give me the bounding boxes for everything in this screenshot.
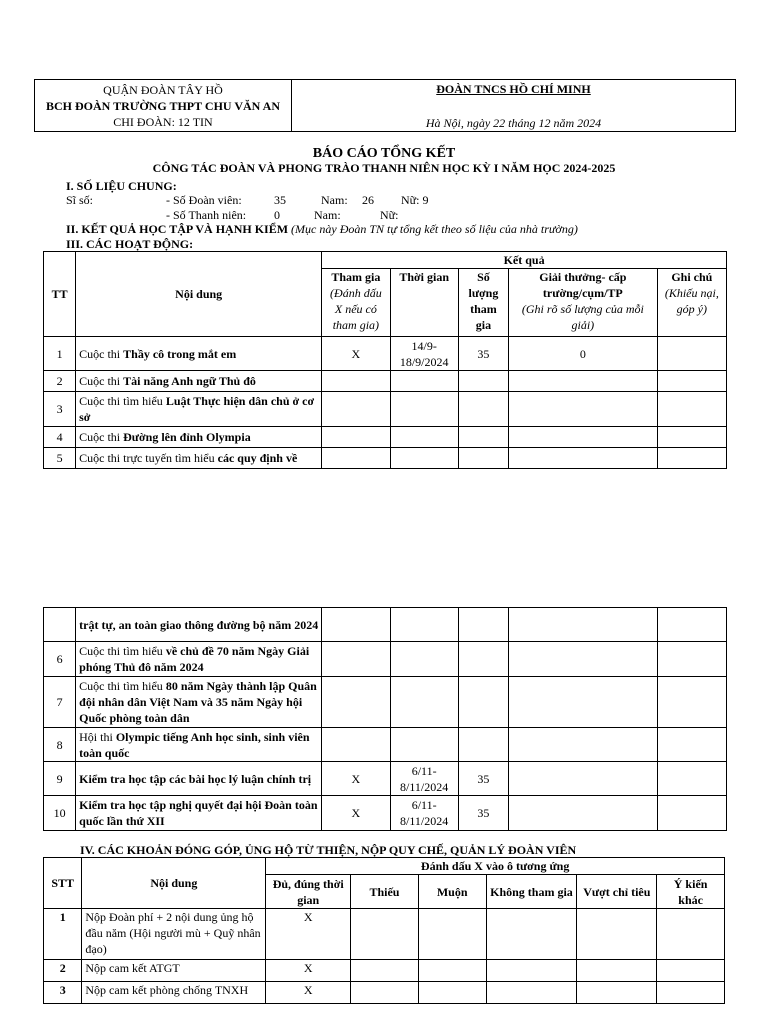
contributions-rows xyxy=(44,909,725,1004)
row-content xyxy=(76,677,322,728)
report-date: Hà Nội, ngày 22 tháng 12 năm 2024 xyxy=(425,116,602,130)
row-note xyxy=(657,448,726,469)
row-join xyxy=(322,728,390,762)
row-content xyxy=(76,728,322,762)
row-count xyxy=(458,642,508,677)
row-content-title: Tài năng Anh ngữ Thủ đô xyxy=(123,374,256,388)
row-note xyxy=(657,608,726,642)
row-content: Nộp Đoàn phí + 2 nội dung ủng hộ đầu năm (Hội người mù + Quỹ nhân đạo) xyxy=(82,909,266,960)
row-note xyxy=(657,371,726,392)
row-award: 0 xyxy=(509,337,658,371)
col-note: Ghi chú (Khiếu nại, góp ý) xyxy=(657,269,726,337)
row-content: Nộp cam kết phòng chống TNXH xyxy=(82,982,266,1004)
row-content-prefix: Cuộc thi xyxy=(79,346,124,361)
row-tt xyxy=(44,608,76,642)
table-row xyxy=(44,427,727,448)
activities-table-continued xyxy=(43,607,727,831)
row-tt: 7 xyxy=(44,677,76,728)
row-time xyxy=(390,427,458,448)
row-time xyxy=(390,728,458,762)
row-content-title: Kiểm tra học tập các bài học lý luận chính trị xyxy=(79,771,312,786)
nu-label: Nữ: 9 xyxy=(401,193,429,207)
row-time xyxy=(390,677,458,728)
row-stt: 1 xyxy=(44,909,82,960)
row-content-title: Thầy cô trong mắt em xyxy=(123,346,237,361)
col-count: Số lượng tham gia xyxy=(458,269,508,337)
row-over xyxy=(577,909,657,960)
row-content-title: Olympic tiếng Anh học sinh, sinh viên toàn quốc xyxy=(79,729,310,760)
row-tt: 1 xyxy=(44,337,76,371)
row-note xyxy=(657,337,726,371)
table-row xyxy=(44,608,727,642)
row-note xyxy=(657,762,726,796)
table-row xyxy=(44,728,727,762)
row-time: 6/11-8/11/2024 xyxy=(390,762,458,796)
row-award xyxy=(509,371,658,392)
row-count xyxy=(458,371,508,392)
row-content xyxy=(76,796,322,831)
row-absent xyxy=(486,909,577,960)
row-content xyxy=(76,371,322,392)
section2-heading-line xyxy=(66,222,578,236)
row-time xyxy=(390,608,458,642)
activities-table xyxy=(43,251,727,469)
section2-note: (Mục này Đoàn TN tự tổng kết theo số liệu của nhà trường) xyxy=(291,222,578,236)
table-row xyxy=(44,392,727,427)
row-join xyxy=(322,642,390,677)
row-tt: 6 xyxy=(44,642,76,677)
col-stt: STT xyxy=(44,858,82,909)
col-result: Kết quả xyxy=(322,252,727,269)
row-other xyxy=(657,909,725,960)
row-tt: 2 xyxy=(44,371,76,392)
row-content-title: các quy định về xyxy=(217,451,298,465)
row-count: 35 xyxy=(458,762,508,796)
col-lack: Thiếu xyxy=(351,875,419,909)
contributions-table xyxy=(43,857,725,1004)
school-committee: BCH ĐOÀN TRƯỜNG THPT CHU VĂN AN xyxy=(45,98,281,113)
row-time xyxy=(390,448,458,469)
header-left xyxy=(35,80,292,132)
table-row xyxy=(44,796,727,831)
row-late xyxy=(418,960,486,982)
row-tt: 10 xyxy=(44,796,76,831)
nam2-label: Nam: xyxy=(314,208,341,222)
row-over xyxy=(577,982,657,1004)
row-count xyxy=(458,677,508,728)
row-join xyxy=(322,371,390,392)
row-award xyxy=(509,796,658,831)
row-note xyxy=(657,642,726,677)
row-join xyxy=(322,448,390,469)
row-stt: 2 xyxy=(44,960,82,982)
row-content-prefix: Cuộc thi tìm hiểu xyxy=(79,394,166,408)
row-award xyxy=(509,728,658,762)
table-row xyxy=(44,448,727,469)
row-award xyxy=(509,427,658,448)
col-content: Nội dung xyxy=(76,252,322,337)
row-ok: X xyxy=(266,909,351,960)
col-absent: Không tham gia xyxy=(486,875,577,909)
row-absent xyxy=(486,982,577,1004)
thanh-nien-label: - Số Thanh niên: xyxy=(166,208,247,222)
doan-vien-value: 35 xyxy=(274,193,286,207)
col-tt: TT xyxy=(44,252,76,337)
report-title: BÁO CÁO TỔNG KẾT xyxy=(312,146,456,161)
row-content-prefix: Cuộc thi trực tuyến tìm hiểu xyxy=(79,451,218,465)
row-time xyxy=(390,371,458,392)
row-join xyxy=(322,427,390,448)
table-row xyxy=(44,642,727,677)
table-row xyxy=(44,960,725,982)
row-join: X xyxy=(322,762,390,796)
section2-heading: II. KẾT QUẢ HỌC TẬP VÀ HẠNH KIỂM xyxy=(66,222,289,236)
row-tt: 9 xyxy=(44,762,76,796)
section4-heading: IV. CÁC KHOẢN ĐÓNG GÓP, ỦNG HỘ TỪ THIỆN, NỘP QUY CHẾ, QUẢN LÝ ĐOÀN VIÊN xyxy=(80,843,577,857)
col-ok: Đủ, đúng thời gian xyxy=(266,875,351,909)
activities-rows-page2 xyxy=(44,608,727,831)
row-time xyxy=(390,392,458,427)
doan-vien-label: - Số Đoàn viên: xyxy=(166,193,242,207)
row-count xyxy=(458,427,508,448)
row-other xyxy=(657,960,725,982)
row-count xyxy=(458,608,508,642)
row-content xyxy=(76,392,322,427)
table-row xyxy=(44,909,725,960)
col-late: Muộn xyxy=(418,875,486,909)
row-note xyxy=(657,796,726,831)
row-note xyxy=(657,427,726,448)
table-row xyxy=(44,982,725,1004)
row-note xyxy=(657,677,726,728)
row-content-prefix: Cuộc thi xyxy=(79,374,124,388)
row-lack xyxy=(351,982,419,1004)
row-join xyxy=(322,677,390,728)
row-content-title: Luật Thực hiện dân chủ ở cơ sở xyxy=(79,394,315,424)
nam-label: Nam: xyxy=(321,193,348,207)
row-ok: X xyxy=(266,960,351,982)
row-content-title: Đường lên đỉnh Olympia xyxy=(123,430,251,444)
union-name: ĐOÀN TNCS HỒ CHÍ MINH xyxy=(436,82,591,96)
row-late xyxy=(418,982,486,1004)
row-join xyxy=(322,608,390,642)
table-row xyxy=(44,762,727,796)
col-over: Vượt chỉ tiêu xyxy=(577,875,657,909)
nam-value: 26 xyxy=(362,193,374,207)
si-so-label: Sĩ số: xyxy=(66,193,94,207)
table-row xyxy=(44,337,727,371)
branch-name: CHI ĐOÀN: 12 TIN xyxy=(113,114,213,129)
row-ok: X xyxy=(266,982,351,1004)
table-row xyxy=(44,371,727,392)
activities-rows-page1 xyxy=(44,337,727,469)
row-content-title: về chủ đề 70 năm Ngày Giải phóng Thủ đô năm 2024 xyxy=(79,644,310,674)
stats-row-1 xyxy=(66,193,429,207)
row-content-prefix: Cuộc thi tìm hiểu xyxy=(79,644,166,658)
row-tt: 5 xyxy=(44,448,76,469)
col-other: Ý kiến khác xyxy=(657,875,725,909)
row-time: 6/11-8/11/2024 xyxy=(390,796,458,831)
row-count xyxy=(458,448,508,469)
row-content-title: trật tự, an toàn giao thông đường bộ năm 2024 xyxy=(79,617,319,632)
row-late xyxy=(418,909,486,960)
row-tt: 8 xyxy=(44,728,76,762)
row-content: Nộp cam kết ATGT xyxy=(82,960,266,982)
row-content xyxy=(76,608,322,642)
header-right xyxy=(292,80,736,132)
row-content-prefix: Cuộc thi tìm hiểu xyxy=(79,679,166,693)
row-content xyxy=(76,427,322,448)
row-time: 14/9-18/9/2024 xyxy=(390,337,458,371)
report-subtitle: CÔNG TÁC ĐOÀN VÀ PHONG TRÀO THANH NIÊN HỌC KỲ I NĂM HỌC 2024-2025 xyxy=(152,161,616,175)
document-header xyxy=(34,79,736,132)
row-lack xyxy=(351,909,419,960)
row-content xyxy=(76,762,322,796)
row-award xyxy=(509,448,658,469)
row-join: X xyxy=(322,796,390,831)
table-row xyxy=(44,677,727,728)
row-count xyxy=(458,728,508,762)
report-titles xyxy=(0,146,768,176)
row-content-prefix: Cuộc thi xyxy=(79,430,124,444)
row-award xyxy=(509,392,658,427)
col-join: Tham gia (Đánh dấu X nếu có tham gia) xyxy=(322,269,390,337)
section3-heading: III. CÁC HOẠT ĐỘNG: xyxy=(66,237,194,251)
row-absent xyxy=(486,960,577,982)
row-time xyxy=(390,642,458,677)
thanh-nien-value: 0 xyxy=(274,208,280,222)
row-note xyxy=(657,728,726,762)
row-stt: 3 xyxy=(44,982,82,1004)
nu2-label: Nữ: xyxy=(380,208,399,222)
row-award xyxy=(509,677,658,728)
row-join: X xyxy=(322,337,390,371)
row-note xyxy=(657,392,726,427)
row-content xyxy=(76,642,322,677)
col-time: Thời gian xyxy=(390,269,458,337)
row-over xyxy=(577,960,657,982)
row-other xyxy=(657,982,725,1004)
row-tt: 3 xyxy=(44,392,76,427)
district-union: QUẬN ĐOÀN TÂY HỒ xyxy=(103,82,223,97)
row-count xyxy=(458,392,508,427)
row-count: 35 xyxy=(458,796,508,831)
row-count: 35 xyxy=(458,337,508,371)
row-join xyxy=(322,392,390,427)
row-lack xyxy=(351,960,419,982)
col-content4: Nội dung xyxy=(82,858,266,909)
row-award xyxy=(509,642,658,677)
col-award: Giải thưởng- cấp trường/cụm/TP (Ghi rõ số lượng của mỗi giải) xyxy=(509,269,658,337)
col-mark: Đánh dấu X vào ô tương ứng xyxy=(266,858,725,875)
section1-heading: I. SỐ LIỆU CHUNG: xyxy=(66,179,177,193)
row-content xyxy=(76,337,322,371)
row-content-title: 80 năm Ngày thành lập Quân đội nhân dân Việt Nam và 35 năm Ngày hội Quốc phòng toàn dân xyxy=(79,679,317,725)
row-content-prefix: Hội thi xyxy=(79,729,116,744)
row-content-title: Kiểm tra học tập nghị quyết đại hội Đoàn toàn quốc lần thứ XII xyxy=(79,798,318,828)
row-award xyxy=(509,608,658,642)
row-tt: 4 xyxy=(44,427,76,448)
row-content xyxy=(76,448,322,469)
row-award xyxy=(509,762,658,796)
